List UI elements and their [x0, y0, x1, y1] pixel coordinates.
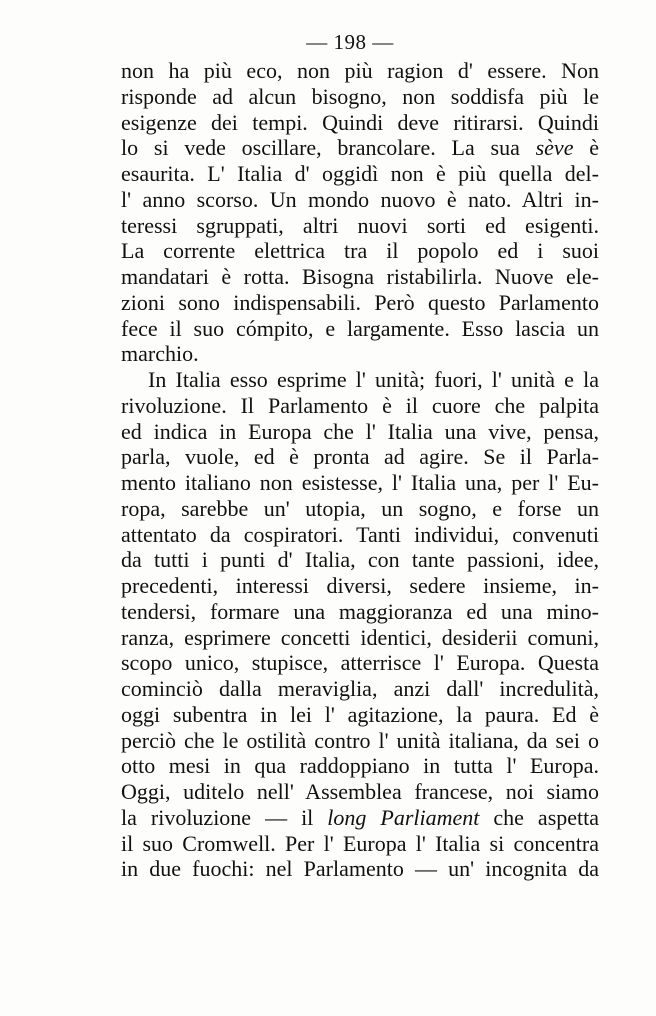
- text-line: parla, vuole, ed è pronta ad agire. Se il Parla-: [121, 444, 599, 470]
- body-text: [121, 58, 599, 882]
- text-line: [121, 135, 599, 161]
- text-line: otto mesi in qua raddoppiano in tutta l' Europa.: [121, 753, 599, 779]
- text-line: mandatari è rotta. Bisogna ristabilirla. Nuove ele-: [121, 264, 599, 289]
- text-line: In Italia esso esprime l' unità; fuori, l' unità e la: [148, 367, 599, 392]
- text-line: La corrente elettrica tra il popolo ed i suoi: [121, 238, 599, 264]
- text-line: ropa, sarebbe un' utopia, un sogno, e forse un: [121, 495, 599, 521]
- text-line: oggi subentra in lei l' agitazione, la paura. Ed è: [121, 701, 599, 727]
- text-line: non ha più eco, non più ragion d' essere. Non: [121, 58, 599, 83]
- italic-text: sève: [535, 135, 574, 161]
- text-line: Oggi, uditelo nell' Assemblea francese, noi siamo: [121, 779, 599, 804]
- text-line: cominciò dalla meraviglia, anzi dall' incredulità,: [121, 676, 599, 701]
- text-line: fece il suo cómpito, e largamente. Esso lascia un: [121, 315, 599, 341]
- text-line: tendersi, formare una maggioranza ed una mino-: [121, 598, 599, 624]
- text-line: precedenti, interessi diversi, sedere insieme, in-: [121, 573, 599, 598]
- text-line: marchio.: [121, 341, 199, 367]
- text-line: scopo unico, stupisce, atterrisce l' Europa. Questa: [121, 650, 599, 676]
- text-line: risponde ad alcun bisogno, non soddisfa più le: [121, 83, 599, 109]
- text-line: rivoluzione. Il Parlamento è il cuore che palpita: [121, 392, 599, 418]
- text-segment: che aspetta: [479, 804, 600, 830]
- text-line: ranza, esprimere concetti identici, desiderii comuni,: [121, 624, 599, 650]
- text-line: in due fuochi: nel Parlamento — un' incognita da: [121, 856, 599, 882]
- text-line: esaurita. L' Italia d' oggidì non è più quella del-: [121, 161, 599, 186]
- text-line: da tutti i punti d' Italia, con tante passioni, idee,: [121, 547, 599, 573]
- text-line: attentato da cospiratori. Tanti individui, convenuti: [121, 521, 599, 547]
- text-line: perciò che le ostilità contro l' unità italiana, da sei o: [121, 727, 599, 753]
- text-segment: lo si vede oscillare, brancolare. La sua: [121, 135, 536, 161]
- text-line: zioni sono indispensabili. Però questo Parlamento: [121, 289, 599, 315]
- text-line: l' anno scorso. Un mondo nuovo è nato. Altri in-: [121, 186, 599, 212]
- text-line: [121, 805, 599, 831]
- text-line: mento italiano non esistesse, l' Italia una, per l' Eu-: [121, 470, 599, 495]
- text-line: teressi sgruppati, altri nuovi sorti ed esigenti.: [121, 212, 599, 238]
- text-segment: è: [573, 135, 600, 161]
- text-line: il suo Cromwell. Per l' Europa l' Italia si concentra: [121, 830, 599, 856]
- page-number: — 198 —: [306, 30, 394, 54]
- text-line: ed indica in Europa che l' Italia una vive, pensa,: [121, 418, 599, 444]
- text-line: esigenze dei tempi. Quindi deve ritirarsi. Quindi: [121, 109, 599, 135]
- italic-text: long Parliament: [327, 804, 480, 830]
- text-segment: la rivoluzione — il: [121, 804, 328, 830]
